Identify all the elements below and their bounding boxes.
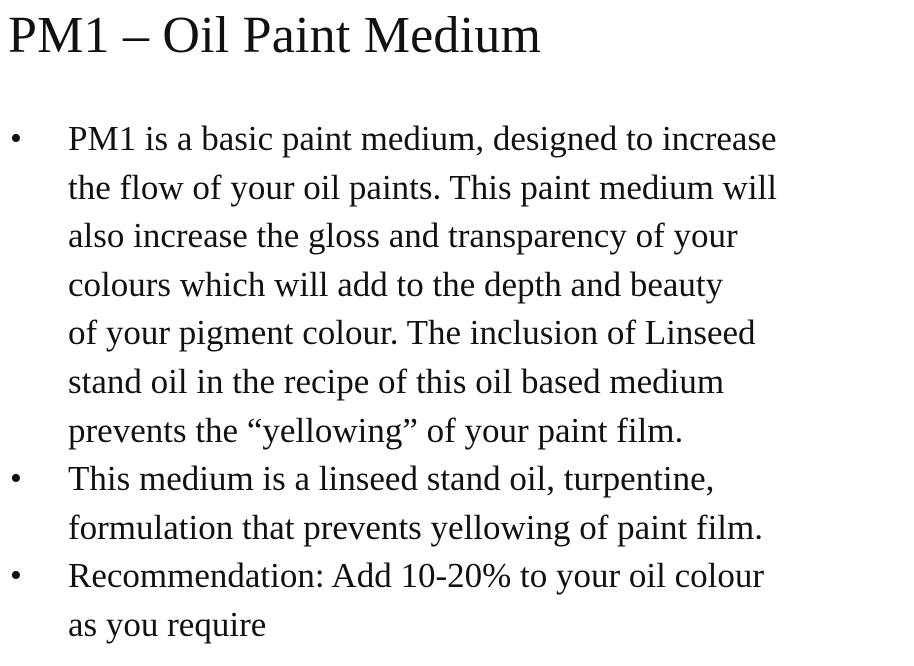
bullet-text-line: PM1 is a basic paint medium, designed to increase [68, 119, 777, 158]
bullet-text-line: of your pigment colour. The inclusion of Linseed [68, 313, 756, 353]
page-title: PM1 – Oil Paint Medium [8, 7, 542, 64]
bullet-icon: • [10, 460, 22, 498]
bullet-text-line: colours which will add to the depth and beauty [68, 264, 724, 304]
bullet-item-description [0, 115, 846, 455]
bullet-text-line: Recommendation: Add 10-20% to your oil colour [68, 556, 765, 596]
bullet-icon: • [10, 120, 22, 157]
bullet-item-formulation [0, 455, 846, 552]
bullet-text-line: formulation that prevents yellowing of paint film. [68, 507, 763, 547]
bullet-text-line: as you require [68, 604, 267, 644]
bullet-list [0, 115, 914, 650]
bullet-text-line: This medium is a linseed stand oil, turpentine, [68, 459, 715, 499]
bullet-text-line: also increase the gloss and transparency of your [68, 216, 738, 256]
bullet-text-line: the flow of your oil paints. This paint medium will [68, 167, 778, 207]
bullet-icon: • [10, 557, 22, 595]
bullet-text-line: stand oil in the recipe of this oil based medium [68, 361, 725, 401]
bullet-item-recommendation [0, 552, 846, 649]
bullet-text-line: prevents the “yellowing” of your paint film. [68, 410, 684, 450]
